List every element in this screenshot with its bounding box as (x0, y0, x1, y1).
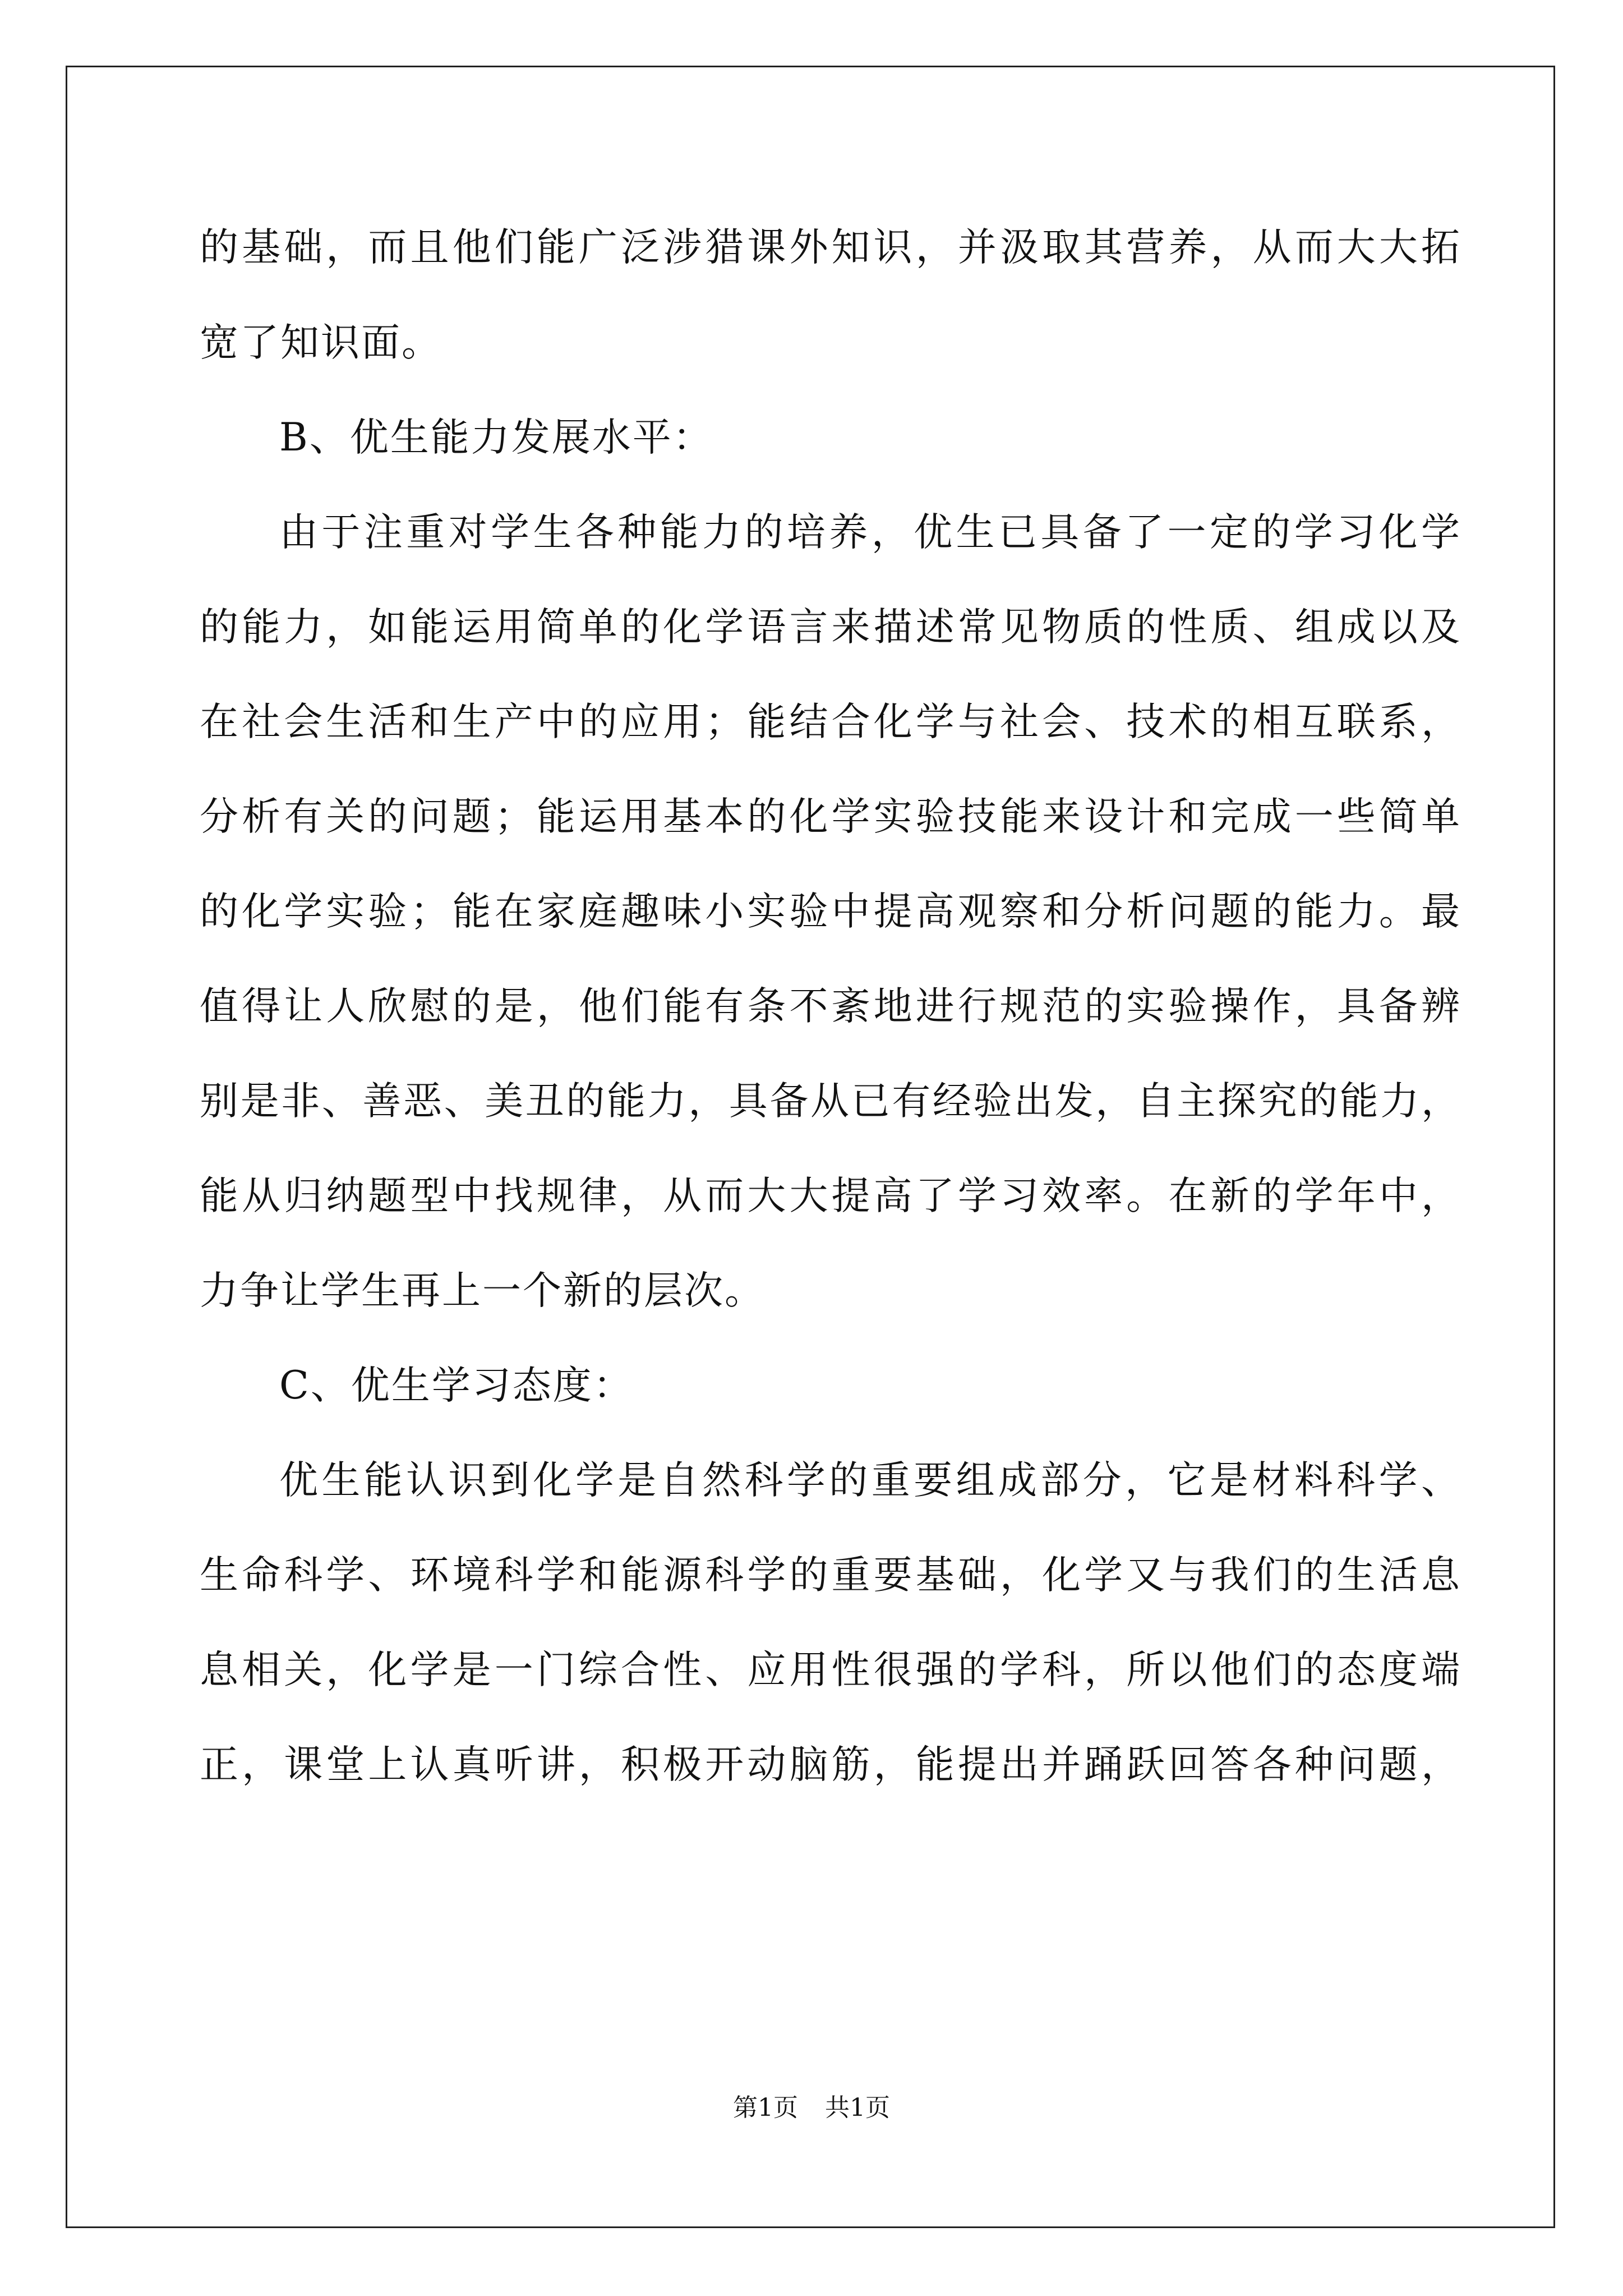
paragraph-line: 值得让人欣慰的是，他们能有条不紊地进行规范的实验操作，具备辨 (200, 984, 1461, 1029)
paragraph-line: 正，课堂上认真听讲，积极开动脑筋，能提出并踊跃回答各种问题， (200, 1742, 1461, 1787)
page-total: 共1页 (825, 2093, 890, 2122)
page-number: 第1页 (733, 2093, 798, 2122)
page-border (66, 66, 1555, 2228)
paragraph-line: 别是非、善恶、美丑的能力，具备从已有经验出发，自主探究的能力， (200, 1079, 1461, 1124)
paragraph-line: 宽了知识面。 (200, 320, 442, 365)
paragraph-line: 的化学实验；能在家庭趣味小实验中提高观察和分析问题的能力。最 (200, 889, 1461, 934)
paragraph-line: 的基础，而且他们能广泛涉猎课外知识，并汲取其营养，从而大大拓 (200, 225, 1461, 270)
paragraph-line: 的能力，如能运用简单的化学语言来描述常见物质的性质、组成以及 (200, 605, 1461, 650)
paragraph-line: 优生能认识到化学是自然科学的重要组成部分，它是材料科学、 (279, 1458, 1461, 1503)
section-heading-b: B、优生能力发展水平： (279, 415, 713, 460)
paragraph-line: 在社会生活和生产中的应用；能结合化学与社会、技术的相互联系， (200, 700, 1461, 744)
paragraph-line: 生命科学、环境科学和能源科学的重要基础，化学又与我们的生活息 (200, 1553, 1461, 1598)
paragraph-line: 分析有关的问题；能运用基本的化学实验技能来设计和完成一些简单 (200, 794, 1461, 839)
paragraph-line: 息相关，化学是一门综合性、应用性很强的学科，所以他们的态度端 (200, 1648, 1461, 1692)
paragraph-line: 力争让学生再上一个新的层次。 (200, 1268, 765, 1313)
paragraph-line: 能从归纳题型中找规律，从而大大提高了学习效率。在新的学年中， (200, 1174, 1461, 1218)
paragraph-line: 由于注重对学生各种能力的培养，优生已具备了一定的学习化学 (279, 510, 1461, 555)
section-heading-c: C、优生学习态度： (279, 1363, 634, 1408)
page-footer (0, 2091, 1623, 2125)
